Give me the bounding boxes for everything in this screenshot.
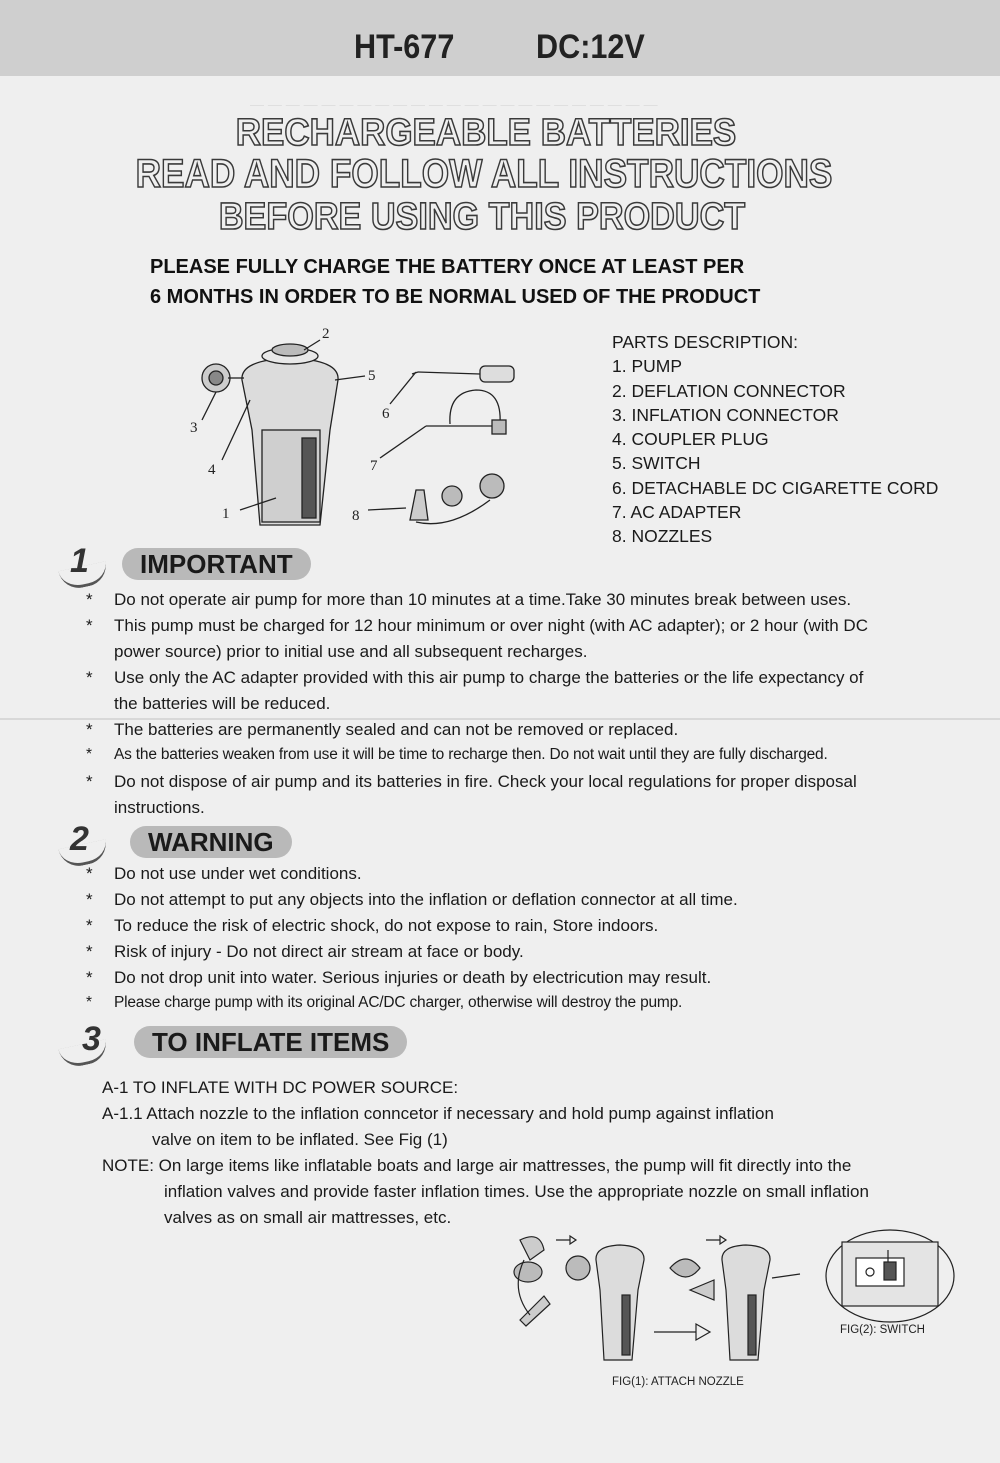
section-title: TO INFLATE ITEMS: [134, 1026, 407, 1058]
fig1-caption: FIG(1): ATTACH NOZZLE: [612, 1376, 744, 1388]
inflate-line: A-1.1 Attach nozzle to the inflation conncetor if necessary and hold pump against inflation: [102, 1104, 774, 1123]
inflate-line: inflation valves and provide faster inflation times. Use the appropriate nozzle on small inflation: [164, 1182, 869, 1201]
section-number: 1: [70, 542, 89, 580]
instruction-sheet: HT-677 DC:12V — — — — — — — — — — — — — — — — — — — — — — — RECHARGEABLE BATTERIES READ AND FOLLOW ALL INSTRUCTIONS BEFORE USING THIS PRODUCT PLEASE FULLY CHARGE THE BATTERY ONCE AT LEAST PER 6 MONTHS IN ORDER TO BE NORMAL USED OF THE PRODUCT 1 2 3 4 5 6 7 8 PARTS DESCRIPTION: 1. PUMP 2. DEFLATION CONNECTOR 3. INFLATION CONNECTOR 4. COUPLER PLUG 5. SWITCH 6. DETACHABLE DC CIGARETTE CORD 7. AC ADAPTER 8. NOZZLES 1 IMPORTANT * Do not operate air pump for more than 10 minutes at a time.Take 30 minutes break between uses. * This pump must be charged for 12 hour minimum or over night (with AC adapter); or 2 hour (with DC power source) prior to initial use and all subsequent recharges. * Use only the AC adapter provided with this air pump to charge the batteries or the life expectancy of the batteries will be reduced. * The batteries are permanently sealed and can not be removed or replaced. * As the batteries weaken from use it will be time to recharge then. Do not wait until they are fully discharged. * Do not dispose of air pump and its batteries in fire. Check your local regulations for proper disposal instructions. 2 WARNING * Do not use under wet conditions. * Do not attempt to put any objects into the inflation or deflation connector at all time. * To reduce the risk of electric shock, do not expose to rain, Store indoors. * Risk of injury - Do not direct air stream at face or body. * Do not drop unit into water. Serious injuries or death by electricution may result. * Please charge pump with its original AC/DC charger, otherwise will destroy the pump. 3 TO INFLATE ITEMS A-1 TO INFLATE WITH DC POWER SOURCE: A-1.1 Attach nozzle to the inflation conncetor if necessary and hold pump against inflation valve on item to be inflated. See Fig (1) NOTE: On large items like inflatable boats and large air mattresses, the pump will fit directly into the inflation valves and provide faster inflation times. Use the appropriate nozzle on small inflation valves as on small air mattresses, etc. FIG(1): ATTACH NOZZLE FIG(2): SWITCH: [0, 0, 1000, 1463]
title-line-2: READ AND FOLLOW ALL INSTRUCTIONS: [135, 152, 833, 196]
title-line-1: RECHARGEABLE BATTERIES: [235, 112, 737, 154]
charge-notice-line-2: 6 MONTHS IN ORDER TO BE NORMAL USED OF THE PRODUCT: [150, 286, 761, 308]
inflate-line: NOTE: On large items like inflatable boats and large air mattresses, the pump will fit directly into the: [102, 1156, 852, 1175]
parts-description: [612, 330, 938, 549]
part-item: 7. AC ADAPTER: [612, 502, 742, 523]
part-item: 3. INFLATION CONNECTOR: [612, 404, 839, 425]
fig2-caption: FIG(2): SWITCH: [840, 1324, 925, 1336]
charge-notice-line-1: PLEASE FULLY CHARGE THE BATTERY ONCE AT LEAST PER: [150, 256, 745, 278]
callout-7: 7: [370, 458, 378, 474]
part-item: 5. SWITCH: [612, 453, 701, 474]
section-number: 3: [82, 1020, 101, 1058]
parts-title: PARTS DESCRIPTION:: [612, 332, 799, 352]
part-item: 1. PUMP: [612, 356, 683, 377]
callout-4: 4: [208, 462, 216, 478]
section-number: 2: [70, 820, 89, 858]
section-title: WARNING: [130, 826, 292, 858]
title-line-3: BEFORE USING THIS PRODUCT: [218, 196, 746, 238]
model-number: HT-677: [354, 28, 455, 66]
voltage-rating: DC:12V: [536, 28, 645, 66]
callout-2: 2: [322, 326, 330, 342]
callout-3: 3: [190, 420, 198, 436]
part-item: 8. NOZZLES: [612, 526, 713, 547]
callout-5: 5: [368, 368, 376, 384]
show-through-text: — — — — — — — — — — — — — — — — — — — — — — —: [250, 96, 658, 112]
inflate-line: A-1 TO INFLATE WITH DC POWER SOURCE:: [102, 1078, 459, 1097]
callout-8: 8: [352, 508, 360, 524]
inflate-line: valves as on small air mattresses, etc.: [164, 1208, 452, 1227]
inflate-line: valve on item to be inflated. See Fig (1): [152, 1130, 448, 1149]
callout-6: 6: [382, 406, 390, 422]
callout-1: 1: [222, 506, 230, 522]
header-band: [0, 0, 1000, 76]
section-title: IMPORTANT: [122, 548, 311, 580]
parts-diagram: [180, 320, 600, 540]
part-item: 4. COUPLER PLUG: [612, 429, 769, 450]
attach-nozzle-illustration: [500, 1220, 970, 1380]
part-item: 2. DEFLATION CONNECTOR: [612, 380, 846, 401]
fold-line: [0, 718, 1000, 720]
part-item: 6. DETACHABLE DC CIGARETTE CORD: [612, 477, 939, 498]
